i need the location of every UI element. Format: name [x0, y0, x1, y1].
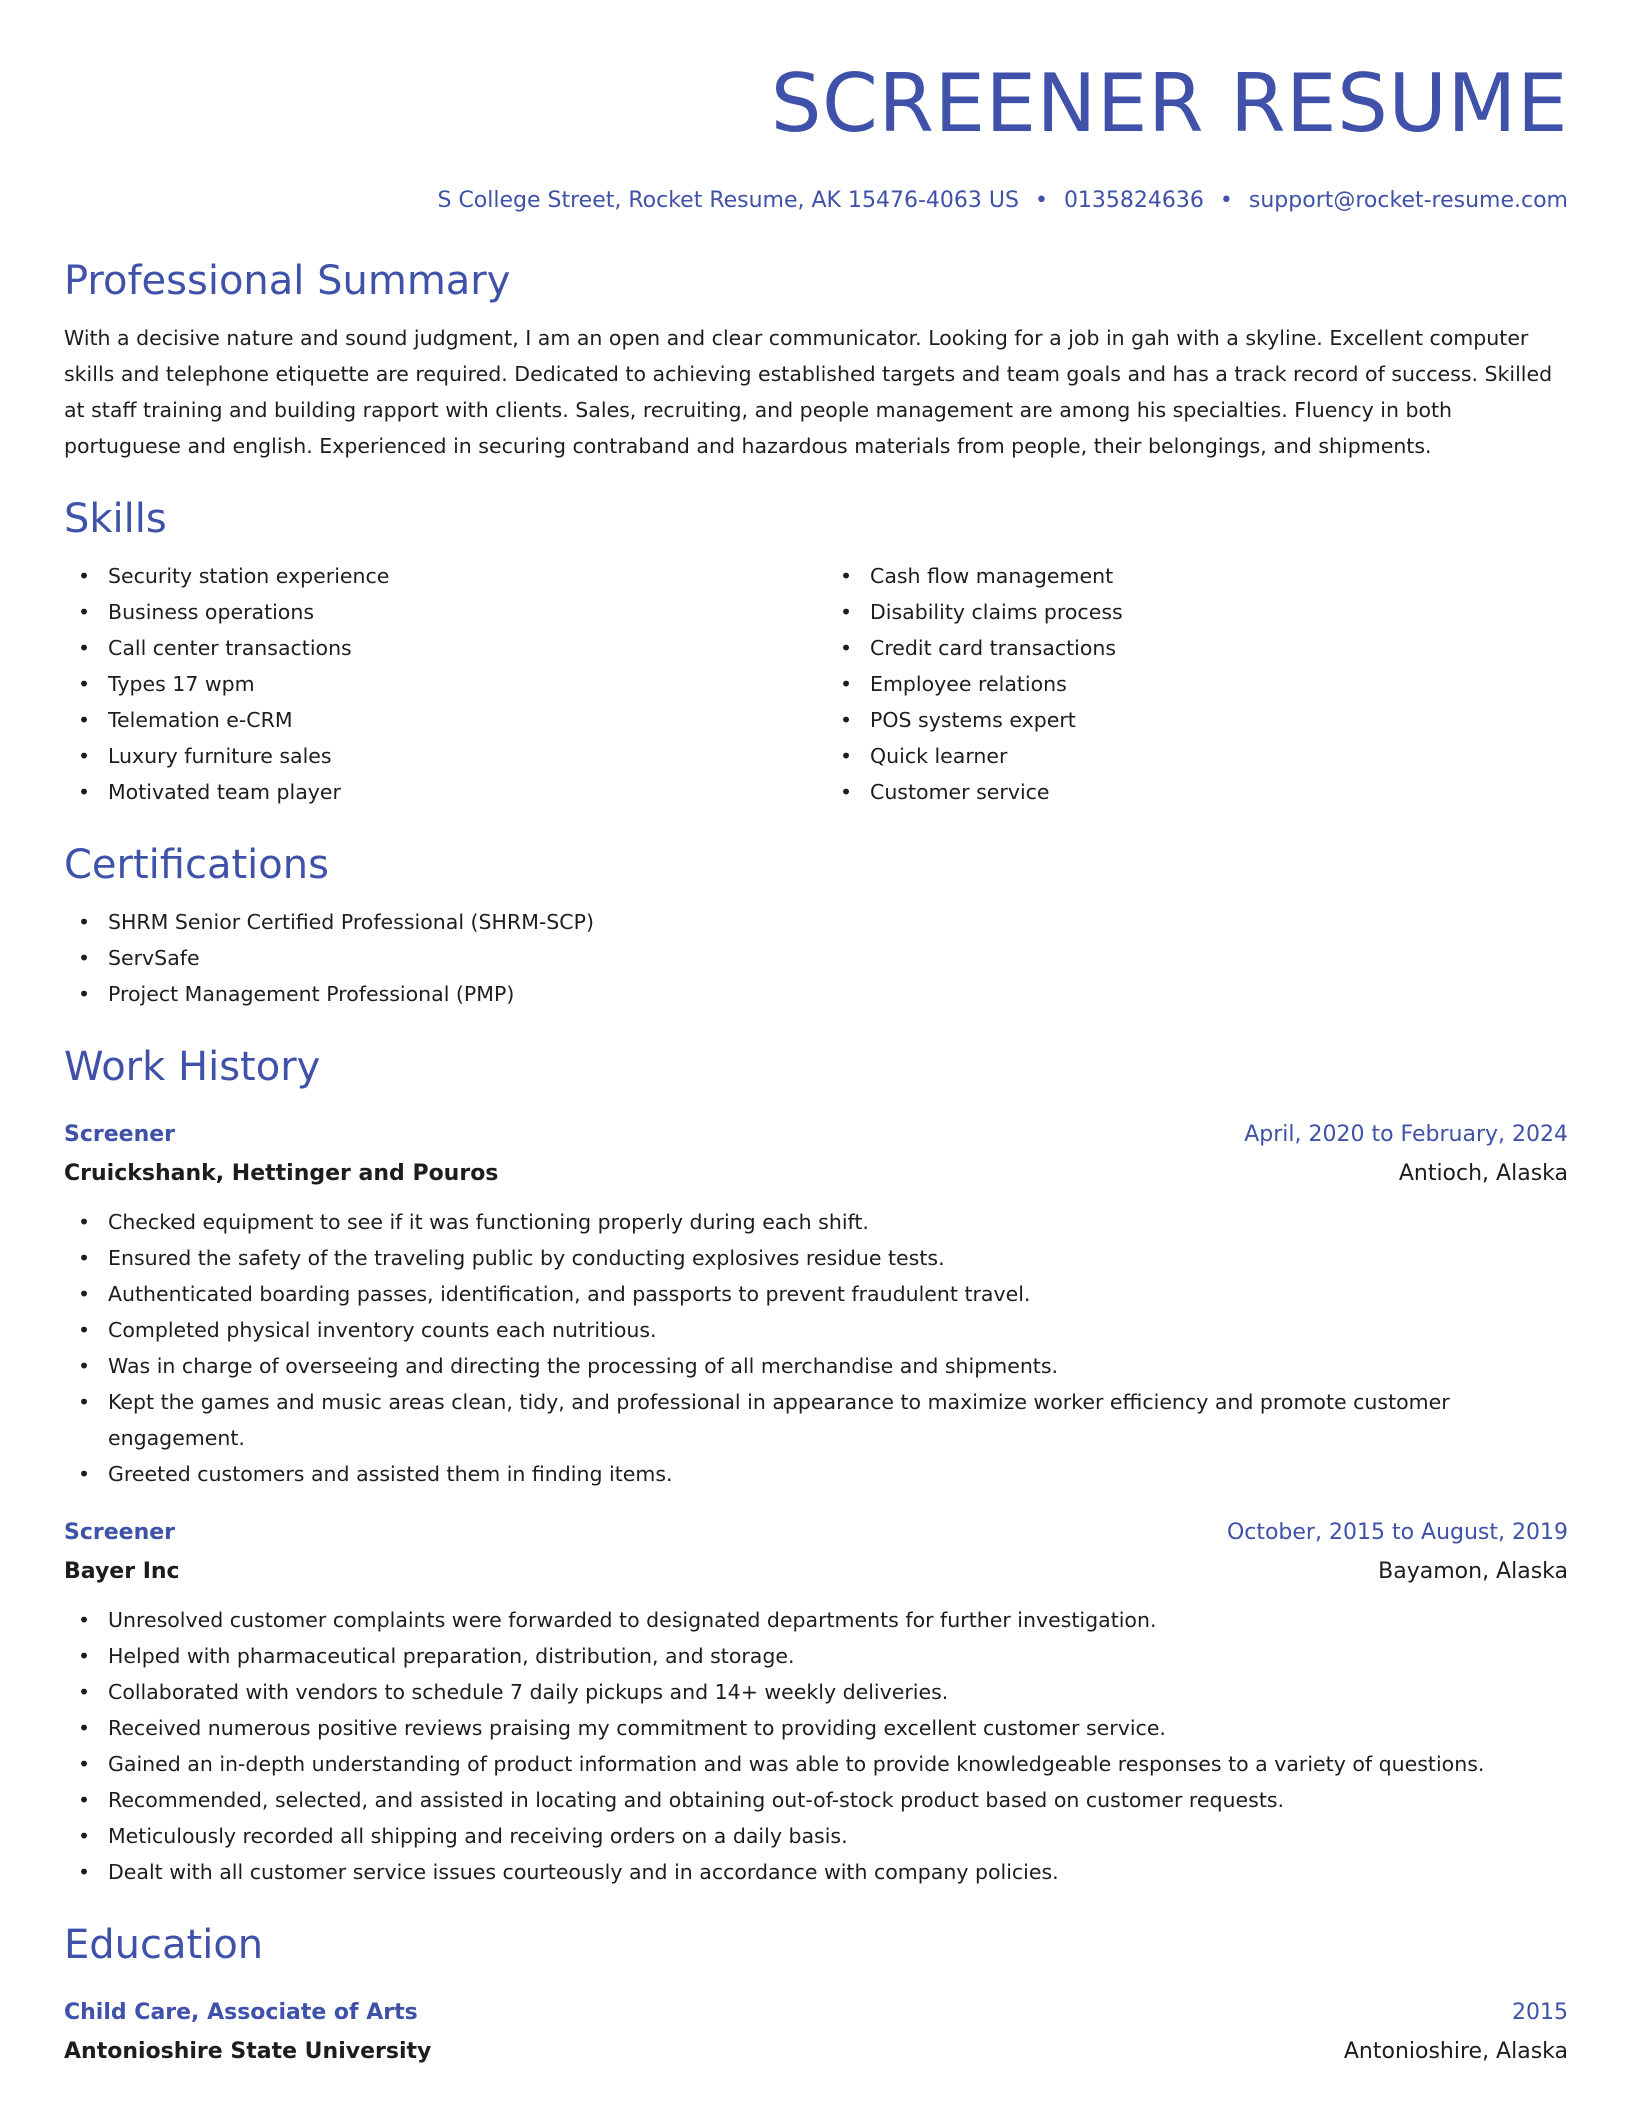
skill-item: • Customer service [826, 774, 1568, 810]
skill-item: • Cash flow management [826, 558, 1568, 594]
contact-email[interactable]: support@rocket-resume.com [1248, 188, 1568, 213]
contact-line [64, 186, 1568, 216]
job-title: Screener [64, 1122, 176, 1147]
resume-page [64, 0, 1568, 2072]
duty-item: • Greeted customers and assisted them in finding items. [64, 1456, 1568, 1492]
job-entry [64, 1514, 1568, 1890]
skill-item: • Business operations [64, 594, 806, 630]
job-company: Bayer Inc [64, 1559, 180, 1584]
duty-item: • Ensured the safety of the traveling public by conducting explosives residue tests. [64, 1240, 1568, 1276]
school-location: Antonioshire, Alaska [1343, 2039, 1568, 2064]
job-company-row [64, 1154, 1568, 1194]
job-entry [64, 1116, 1568, 1492]
skill-item: • Telemation e-CRM [64, 702, 806, 738]
duty-item: • Helped with pharmaceutical preparation, distribution, and storage. [64, 1638, 1568, 1674]
skill-item: • Call center transactions [64, 630, 806, 666]
contact-phone: 0135824636 [1063, 188, 1204, 213]
certification-item: • ServSafe [64, 940, 1568, 976]
job-dates: October, 2015 to August, 2019 [1226, 1520, 1568, 1545]
duty-item: • Collaborated with vendors to schedule 7 daily pickups and 14+ weekly deliveries. [64, 1674, 1568, 1710]
skills-section [64, 494, 1568, 810]
contact-separator: • [1034, 188, 1048, 213]
job-title: Screener [64, 1520, 176, 1545]
skill-item: • Motivated team player [64, 774, 806, 810]
education-section [64, 1920, 1568, 2072]
resume-header [64, 0, 1568, 216]
skill-item: • Credit card transactions [826, 630, 1568, 666]
job-title-row [64, 1116, 1568, 1154]
duty-item: • Gained an in-depth understanding of product information and was able to provide knowledgeable responses to a variety of questions. [64, 1746, 1568, 1782]
skills-list-left [64, 558, 806, 810]
duty-item: • Kept the games and music areas clean, tidy, and professional in appearance to maximize worker efficiency and promote customer engagement. [64, 1384, 1568, 1456]
duty-item: • Meticulously recorded all shipping and receiving orders on a daily basis. [64, 1818, 1568, 1854]
summary-text: With a decisive nature and sound judgment, I am an open and clear communicator. Looking for a job in gah with a skyline. Excellent computer skills and telephone etiquette are required. Dedicated to achieving established targets and team goals and has a track record of success. Skilled at staff training and building rapport with clients. Sales, recruiting, and people management are among his specialties. Fluency in both portuguese and english. Experienced in securing contraband and hazardous materials from people, their belongings, and shipments. [64, 326, 1553, 458]
education-entry [64, 1994, 1568, 2072]
job-duties [64, 1602, 1568, 1890]
summary-heading: Professional Summary [64, 258, 511, 304]
summary-section [64, 256, 1568, 464]
contact-separator: • [1219, 188, 1233, 213]
education-heading: Education [64, 1922, 264, 1968]
skills-grid [64, 558, 1568, 810]
duty-item: • Authenticated boarding passes, identification, and passports to prevent fraudulent travel. [64, 1276, 1568, 1312]
skills-list-right [826, 558, 1568, 810]
job-location: Antioch, Alaska [1398, 1161, 1568, 1186]
certifications-list [64, 904, 1568, 1012]
resume-title: SCREENER RESUME [770, 57, 1568, 150]
certification-item: • Project Management Professional (PMP) [64, 976, 1568, 1012]
job-duties [64, 1204, 1568, 1492]
school-row [64, 2032, 1568, 2072]
skill-item: • Types 17 wpm [64, 666, 806, 702]
job-title-row [64, 1514, 1568, 1552]
job-location: Bayamon, Alaska [1378, 1559, 1568, 1584]
degree: Child Care, Associate of Arts [64, 2000, 418, 2025]
job-company: Cruickshank, Hettinger and Pouros [64, 1161, 499, 1186]
skill-item: • Employee relations [826, 666, 1568, 702]
work-history-heading: Work History [64, 1044, 321, 1090]
school-name: Antonioshire State University [64, 2039, 432, 2064]
skill-item: • Disability claims process [826, 594, 1568, 630]
duty-item: • Received numerous positive reviews praising my commitment to providing excellent customer service. [64, 1710, 1568, 1746]
certifications-heading: Certifications [64, 842, 329, 888]
certifications-section [64, 840, 1568, 1012]
skill-item: • POS systems expert [826, 702, 1568, 738]
contact-address: S College Street, Rocket Resume, AK 15476-4063 US [437, 188, 1019, 213]
duty-item: • Unresolved customer complaints were forwarded to designated departments for further investigation. [64, 1602, 1568, 1638]
duty-item: • Dealt with all customer service issues courteously and in accordance with company policies. [64, 1854, 1568, 1890]
duty-item: • Was in charge of overseeing and directing the processing of all merchandise and shipments. [64, 1348, 1568, 1384]
graduation-year: 2015 [1512, 2000, 1568, 2025]
duty-item: • Checked equipment to see if it was functioning properly during each shift. [64, 1204, 1568, 1240]
job-company-row [64, 1552, 1568, 1592]
job-dates: April, 2020 to February, 2024 [1244, 1122, 1568, 1147]
skill-item: • Security station experience [64, 558, 806, 594]
skill-item: • Quick learner [826, 738, 1568, 774]
skills-heading: Skills [64, 496, 167, 542]
duty-item: • Recommended, selected, and assisted in locating and obtaining out-of-stock product based on customer requests. [64, 1782, 1568, 1818]
certification-item: • SHRM Senior Certified Professional (SHRM-SCP) [64, 904, 1568, 940]
degree-row [64, 1994, 1568, 2032]
duty-item: • Completed physical inventory counts each nutritious. [64, 1312, 1568, 1348]
work-history-section [64, 1042, 1568, 1890]
skill-item: • Luxury furniture sales [64, 738, 806, 774]
